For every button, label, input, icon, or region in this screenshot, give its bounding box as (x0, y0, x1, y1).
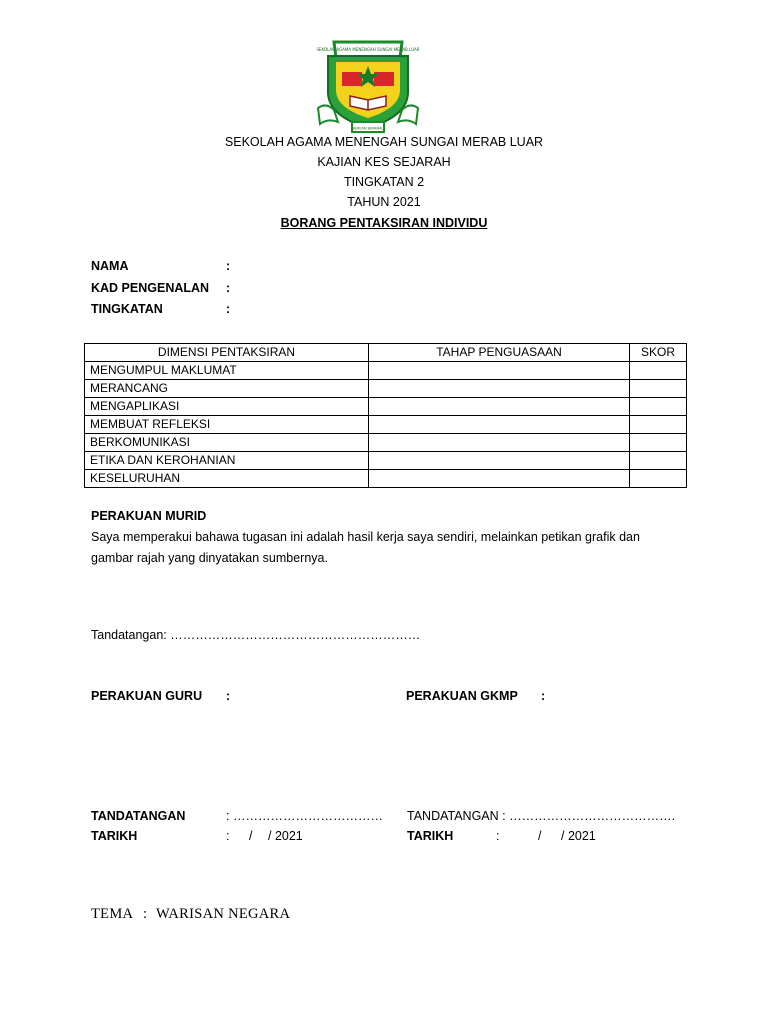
table-row (85, 362, 687, 380)
theme-colon: : (143, 906, 148, 922)
student-declaration-heading: PERAKUAN MURID (91, 509, 207, 523)
teacher-declaration-colon: : (226, 689, 231, 703)
level-cell (369, 470, 630, 488)
score-cell (630, 416, 687, 434)
student-declaration-line2: gambar rajah yang dinyatakan sumbernya. (91, 551, 328, 565)
table-row (85, 452, 687, 470)
dimension-cell: MENGAPLIKASI (85, 398, 369, 416)
gkmp-date-label: TARIKH (407, 829, 454, 843)
assessment-table (84, 343, 687, 488)
level-cell (369, 362, 630, 380)
level-cell (369, 380, 630, 398)
dimension-cell: ETIKA DAN KEROHANIAN (85, 452, 369, 470)
theme-label: TEMA (91, 906, 134, 922)
level-cell (369, 434, 630, 452)
student-signature-line: Tandatangan: …………………………………………………… (91, 628, 421, 642)
level-title: TINGKATAN 2 (343, 175, 425, 189)
score-cell (630, 380, 687, 398)
form-title: BORANG PENTAKSIRAN INDIVIDU (280, 216, 488, 230)
gkmp-date-slash: / (538, 829, 542, 843)
subject-title: KAJIAN KES SEJARAH (317, 155, 451, 169)
dimension-cell: MEMBUAT REFLEKSI (85, 416, 369, 434)
column-header-level: TAHAP PENGUASAAN (369, 344, 630, 362)
score-cell (630, 398, 687, 416)
gkmp-signature-line: TANDATANGAN : …………………………………. (407, 809, 676, 823)
table-row (85, 398, 687, 416)
column-header-dimension: DIMENSI PENTAKSIRAN (85, 344, 369, 362)
dimension-cell: MENGUMPUL MAKLUMAT (85, 362, 369, 380)
dimension-cell: BERKOMUNIKASI (85, 434, 369, 452)
gkmp-date-year: / 2021 (561, 829, 596, 843)
teacher-declaration-heading: PERAKUAN GURU (91, 689, 203, 703)
theme-value: WARISAN NEGARA (156, 906, 291, 922)
school-crest-logo (316, 38, 420, 134)
column-header-score: SKOR (630, 344, 687, 362)
name-colon: : (226, 259, 231, 273)
score-cell (630, 470, 687, 488)
table-row (85, 470, 687, 488)
teacher-signature-label: TANDATANGAN (91, 809, 186, 823)
gkmp-declaration-heading: PERAKUAN GKMP (406, 689, 518, 703)
class-colon: : (226, 302, 231, 316)
table-row (85, 380, 687, 398)
dimension-cell: KESELURUHAN (85, 470, 369, 488)
school-name: SEKOLAH AGAMA MENENGAH SUNGAI MERAB LUAR (224, 135, 544, 149)
teacher-date-slash: / (249, 829, 253, 843)
dimension-cell: MERANCANG (85, 380, 369, 398)
crest-banner-top-text: SEKOLAH AGAMA MENENGAH SUNGAI MERAB LUAR (316, 47, 420, 52)
student-declaration-line1: Saya memperakui bahawa tugasan ini adalah hasil kerja saya sendiri, melainkan petikan grafik dan (91, 530, 640, 544)
score-cell (630, 434, 687, 452)
ic-label: KAD PENGENALAN (91, 281, 210, 295)
gkmp-date-colon: : (496, 829, 500, 843)
teacher-date-colon: : (226, 829, 230, 843)
teacher-date-year: / 2021 (268, 829, 303, 843)
ic-colon: : (226, 281, 231, 295)
level-cell (369, 452, 630, 470)
score-cell (630, 362, 687, 380)
table-header-row (85, 344, 687, 362)
table-row (85, 434, 687, 452)
teacher-signature-line: : ……………………………… (226, 809, 383, 823)
level-cell (369, 398, 630, 416)
score-cell (630, 452, 687, 470)
level-cell (369, 416, 630, 434)
gkmp-declaration-colon: : (541, 689, 546, 703)
table-row (85, 416, 687, 434)
teacher-date-label: TARIKH (91, 829, 138, 843)
year-title: TAHUN 2021 (347, 195, 421, 209)
name-label: NAMA (91, 259, 129, 273)
class-label: TINGKATAN (91, 302, 163, 316)
crest-banner-bottom-text: BERILMU BERAMAL (352, 126, 384, 131)
